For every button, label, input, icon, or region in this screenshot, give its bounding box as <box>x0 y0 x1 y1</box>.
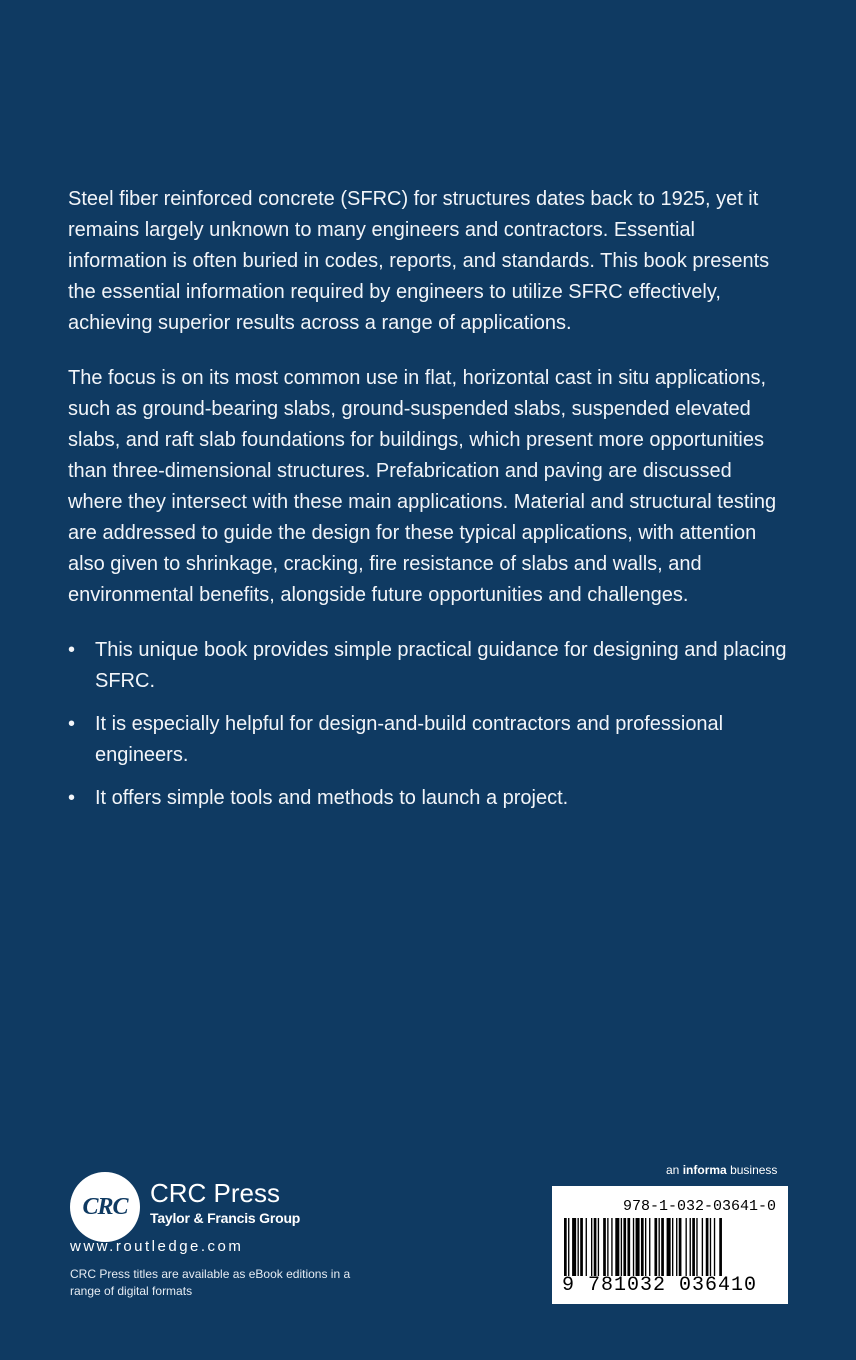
barcode-bar <box>667 1218 671 1276</box>
barcode-bar <box>661 1218 664 1276</box>
feature-item: • It offers simple tools and methods to launch a project. <box>68 783 788 814</box>
barcode-bar <box>586 1218 587 1276</box>
barcode-bar <box>564 1218 567 1276</box>
barcode-bar <box>580 1218 583 1276</box>
informa-prefix: an <box>666 1163 680 1177</box>
barcode-bar <box>679 1218 682 1276</box>
barcode-bar <box>690 1218 691 1276</box>
barcode-bar <box>636 1218 640 1276</box>
barcode-bar <box>633 1218 634 1276</box>
barcode-bar <box>719 1218 722 1276</box>
barcode-bar <box>627 1218 630 1276</box>
barcode-bar <box>607 1218 608 1276</box>
barcode-bar <box>603 1218 606 1276</box>
barcode-bar <box>572 1218 576 1276</box>
crc-logo-text: CRC <box>82 1193 128 1220</box>
barcode-bar <box>578 1218 579 1276</box>
isbn-number: 978-1-032-03641-0 <box>622 1198 776 1215</box>
barcode-bar <box>692 1218 695 1276</box>
isbn-barcode <box>552 1186 788 1304</box>
barcode-bar <box>645 1218 646 1276</box>
barcode-bar <box>702 1218 703 1276</box>
informa-brand: informa <box>682 1163 727 1177</box>
barcode-bar <box>714 1218 715 1276</box>
blurb-paragraph-2: The focus is on its most common use in flat, horizontal cast in situ applications, such as ground-bearing slabs, ground-suspended slabs, suspended elevated slabs, and raft slab foundations for buildings, which present more opportunities than three-dimensional structures. Prefabrication and paving are discussed where they intersect with these main applications. Material and structural testing are addressed to guide the design for these typical applications, with attention also given to shrinkage, cracking, fire resistance of slabs and walls, and environmental benefits, alongside future opportunities and challenges. <box>68 367 777 606</box>
barcode-bar <box>598 1218 599 1276</box>
barcode-bar <box>649 1218 650 1276</box>
barcode-bar <box>676 1218 677 1276</box>
barcode-bar <box>641 1218 644 1276</box>
barcode-bar <box>615 1218 619 1276</box>
publisher-group: Taylor & Francis Group <box>150 1210 301 1226</box>
barcode-bar <box>659 1218 660 1276</box>
publisher-website: www.routledge.com <box>70 1238 244 1255</box>
informa-suffix: business <box>730 1163 778 1177</box>
informa-tagline <box>666 1163 777 1177</box>
feature-item: • This unique book provides simple practical guidance for designing and placing SFRC. <box>68 635 788 697</box>
crc-logo-icon <box>70 1172 140 1242</box>
barcode-bars-icon <box>564 1218 776 1276</box>
barcode-bar <box>591 1218 592 1276</box>
blurb-paragraph-1: Steel fiber reinforced concrete (SFRC) for structures dates back to 1925, yet it remains largely unknown to many engineers and contractors. Essential information is often buried in codes, reports, and standards. This book presents the essential information required by engineers to utilize SFRC effectively, achieving superior results across a range of applications. <box>68 188 770 334</box>
barcode-bar <box>710 1218 711 1276</box>
barcode-bar <box>696 1218 697 1276</box>
barcode-bar <box>611 1218 612 1276</box>
feature-item: • It is especially helpful for design-and-build contractors and professional engineers. <box>68 709 788 771</box>
barcode-bar <box>654 1218 657 1276</box>
ebook-note: CRC Press titles are available as eBook editions in a range of digital formats <box>70 1267 351 1298</box>
barcode-bar <box>623 1218 626 1276</box>
barcode-bar <box>621 1218 622 1276</box>
barcode-bar <box>706 1218 709 1276</box>
blurb <box>68 184 788 826</box>
ean-digits: 9 781032 036410 <box>562 1274 758 1297</box>
feature-list <box>68 635 788 814</box>
barcode-bar <box>568 1218 569 1276</box>
barcode-bar <box>672 1218 673 1276</box>
barcode-bar <box>686 1218 687 1276</box>
barcode-bar <box>594 1218 597 1276</box>
publisher-name: CRC Press <box>150 1178 281 1208</box>
